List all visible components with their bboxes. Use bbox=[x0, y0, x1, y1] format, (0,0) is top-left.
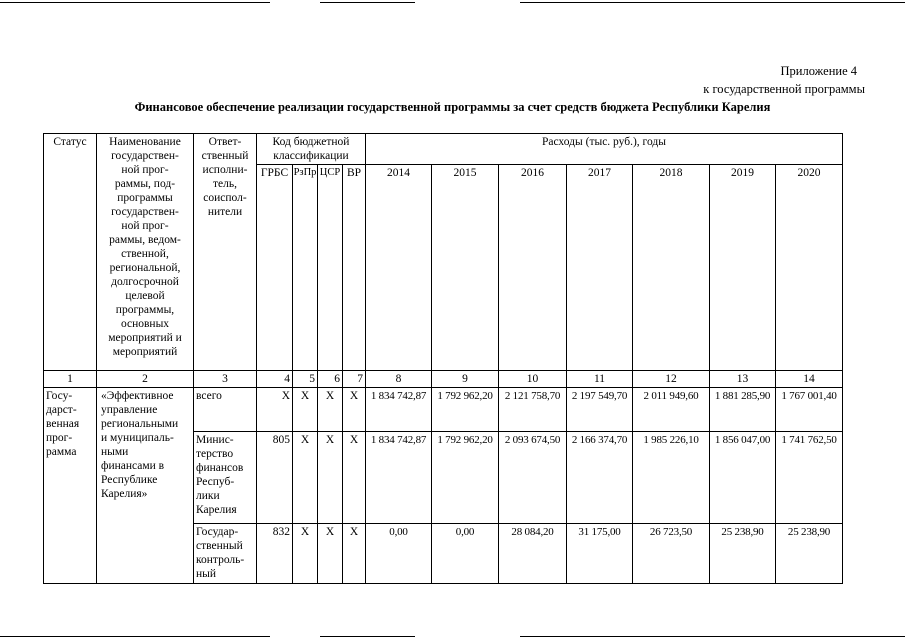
value-cell: 1 834 742,87 bbox=[366, 388, 432, 432]
value-cell: 1 834 742,87 bbox=[366, 432, 432, 524]
value-cell: 0,00 bbox=[432, 524, 499, 584]
value-cell: 1 741 762,50 bbox=[776, 432, 843, 524]
header-program-name: Наименование государствен- ной прог- раммы, под- программы государствен- ной прог- раммы, ведом- ственной, региональной, долгосрочной целевой программы, основных мероприятий и мероприятий bbox=[97, 134, 194, 371]
header-year-2014: 2014 bbox=[366, 165, 432, 371]
value-cell: 1 985 226,10 bbox=[633, 432, 710, 524]
column-number: 10 bbox=[499, 371, 567, 388]
csr-cell: X bbox=[318, 524, 343, 584]
grbs-cell: 805 bbox=[257, 432, 293, 524]
page-bottom-rule bbox=[320, 636, 415, 637]
header-year-2017: 2017 bbox=[567, 165, 633, 371]
column-number: 3 bbox=[194, 371, 257, 388]
header-year-2015: 2015 bbox=[432, 165, 499, 371]
value-cell: 1 792 962,20 bbox=[432, 388, 499, 432]
header-budget-code: Код бюджетной классификации bbox=[257, 134, 366, 165]
value-cell: 25 238,90 bbox=[710, 524, 776, 584]
column-number-row bbox=[44, 371, 843, 388]
value-cell: 31 175,00 bbox=[567, 524, 633, 584]
csr-cell: X bbox=[318, 432, 343, 524]
column-number: 1 bbox=[44, 371, 97, 388]
grbs-cell: X bbox=[257, 388, 293, 432]
header-rzpr: РзПр bbox=[293, 165, 318, 371]
document-title: Финансовое обеспечение реализации государственной программы за счет средств бюджета Республики Карелия bbox=[134, 100, 771, 114]
value-cell: 2 121 758,70 bbox=[499, 388, 567, 432]
header-status: Статус bbox=[44, 134, 97, 371]
column-number: 6 bbox=[318, 371, 343, 388]
column-number: 14 bbox=[776, 371, 843, 388]
appendix-label: Приложение 4 bbox=[780, 64, 857, 78]
header-executor: Ответ- ственный исполни- тель, соиспол- нители bbox=[194, 134, 257, 371]
header-vr: ВР bbox=[343, 165, 366, 371]
value-cell: 2 166 374,70 bbox=[567, 432, 633, 524]
status-cell: Госу- дарст- венная прог- рамма bbox=[44, 388, 97, 584]
appendix-subtitle: к государственной программы bbox=[703, 82, 865, 96]
value-cell: 0,00 bbox=[366, 524, 432, 584]
column-number: 5 bbox=[293, 371, 318, 388]
rzpr-cell: X bbox=[293, 388, 318, 432]
header-expenses: Расходы (тыс. руб.), годы bbox=[366, 134, 843, 165]
header-year-2018: 2018 bbox=[633, 165, 710, 371]
grbs-cell: 832 bbox=[257, 524, 293, 584]
program-name-cell: «Эффективное управление региональными и муниципаль- ными финансами в Республике Карелия» bbox=[97, 388, 194, 584]
vr-cell: X bbox=[343, 524, 366, 584]
page-top-rule bbox=[320, 2, 415, 3]
value-cell: 1 881 285,90 bbox=[710, 388, 776, 432]
vr-cell: X bbox=[343, 432, 366, 524]
value-cell: 1 767 001,40 bbox=[776, 388, 843, 432]
csr-cell: X bbox=[318, 388, 343, 432]
column-number: 4 bbox=[257, 371, 293, 388]
header-year-2019: 2019 bbox=[710, 165, 776, 371]
executor-cell: Минис- терство финансов Респуб- лики Карелия bbox=[194, 432, 257, 524]
header-year-2016: 2016 bbox=[499, 165, 567, 371]
column-number: 8 bbox=[366, 371, 432, 388]
header-year-2020: 2020 bbox=[776, 165, 843, 371]
value-cell: 26 723,50 bbox=[633, 524, 710, 584]
value-cell: 1 856 047,00 bbox=[710, 432, 776, 524]
page-top-rule bbox=[0, 2, 270, 3]
value-cell: 2 093 674,50 bbox=[499, 432, 567, 524]
page-bottom-rule bbox=[520, 636, 905, 637]
vr-cell: X bbox=[343, 388, 366, 432]
header-csr: ЦСР bbox=[318, 165, 343, 371]
column-number: 9 bbox=[432, 371, 499, 388]
financing-table bbox=[43, 133, 843, 584]
header-row-1 bbox=[44, 134, 843, 165]
value-cell: 28 084,20 bbox=[499, 524, 567, 584]
value-cell: 2 197 549,70 bbox=[567, 388, 633, 432]
rzpr-cell: X bbox=[293, 432, 318, 524]
value-cell: 2 011 949,60 bbox=[633, 388, 710, 432]
executor-cell: Государ- ственный контроль- ный bbox=[194, 524, 257, 584]
page-bottom-rule bbox=[0, 636, 270, 637]
header-grbs: ГРБС bbox=[257, 165, 293, 371]
value-cell: 1 792 962,20 bbox=[432, 432, 499, 524]
column-number: 11 bbox=[567, 371, 633, 388]
column-number: 2 bbox=[97, 371, 194, 388]
column-number: 7 bbox=[343, 371, 366, 388]
page-top-rule bbox=[520, 2, 905, 3]
executor-cell: всего bbox=[194, 388, 257, 432]
column-number: 13 bbox=[710, 371, 776, 388]
table-row-total bbox=[44, 388, 843, 432]
value-cell: 25 238,90 bbox=[776, 524, 843, 584]
rzpr-cell: X bbox=[293, 524, 318, 584]
column-number: 12 bbox=[633, 371, 710, 388]
